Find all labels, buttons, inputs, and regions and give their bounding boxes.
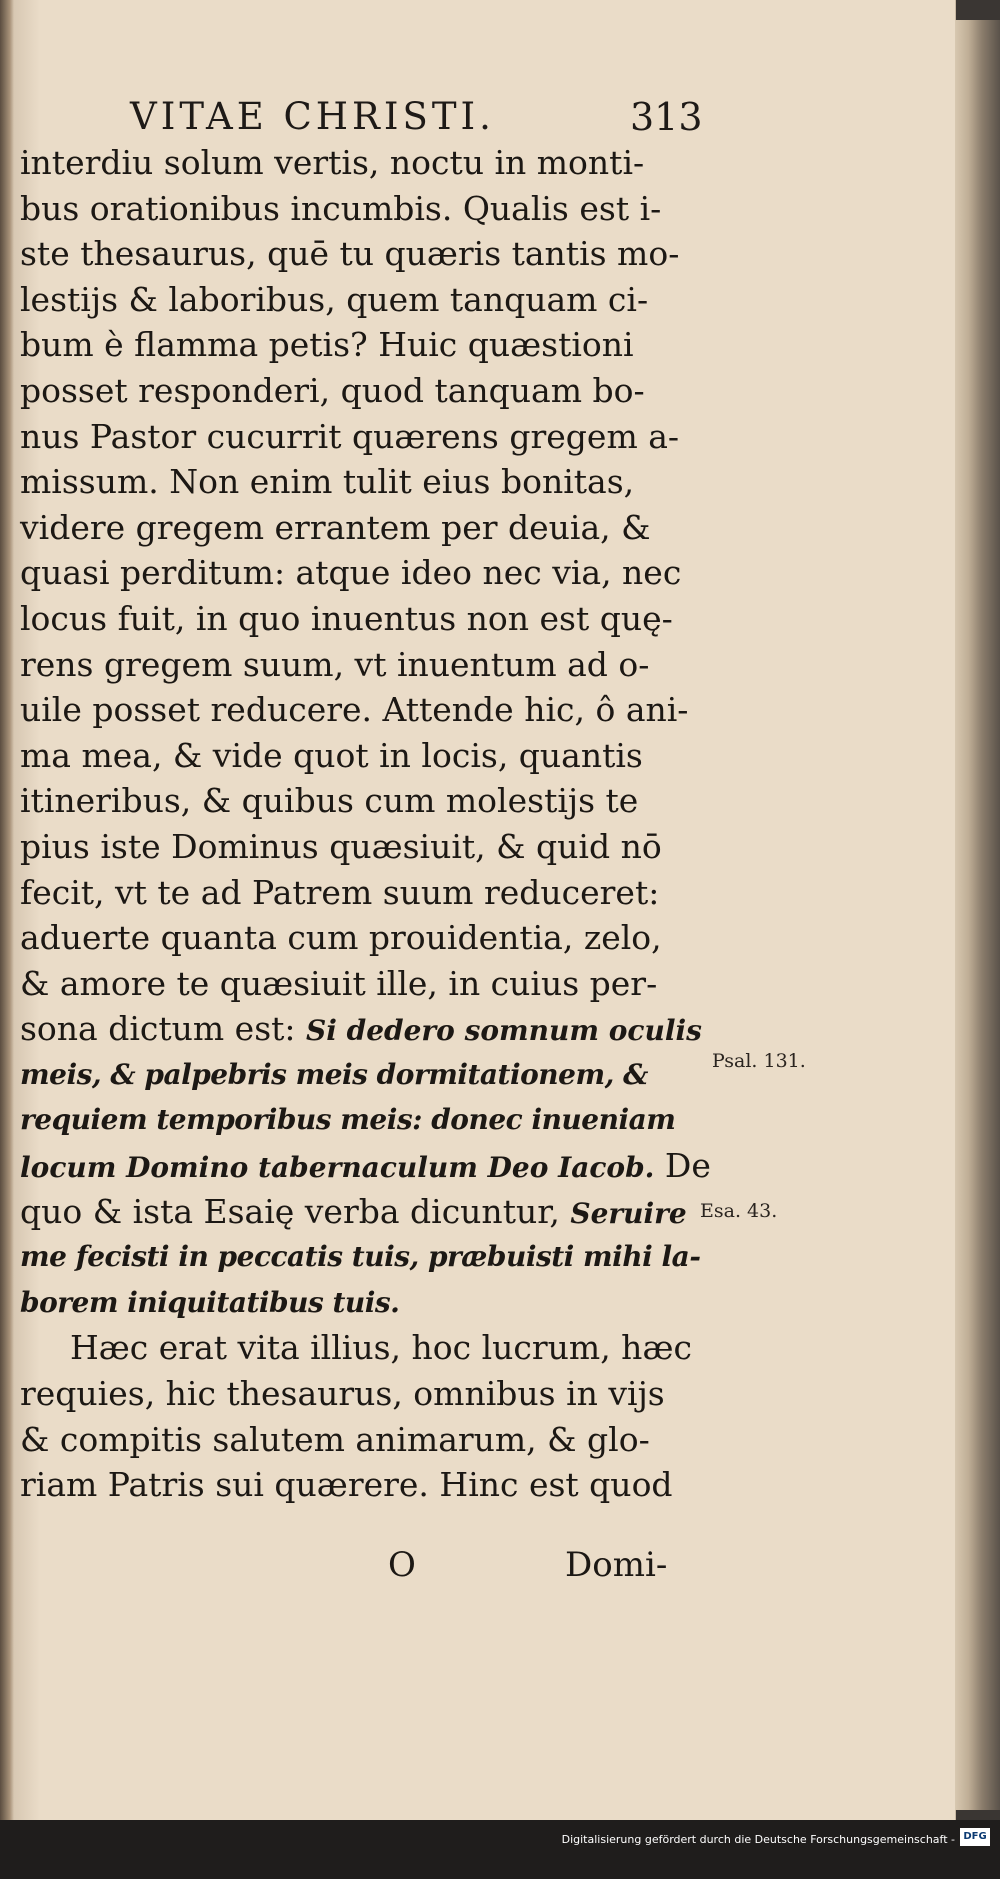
text-line: posset responderi, quod tanquam bo- <box>20 370 645 410</box>
text-line: requies, hic thesaurus, omnibus in vijs <box>20 1374 665 1414</box>
italic-quote: locum Domino tabernaculum Deo Iacob. <box>20 1151 655 1185</box>
italic-line: meis, & palpebris meis dormitationem, & <box>20 1057 648 1091</box>
dfg-logo-icon: DFG <box>960 1828 990 1846</box>
running-header <box>130 95 703 139</box>
text-line: bum è flamma petis? Huic quæstioni <box>20 325 634 365</box>
text-line: bus orationibus incumbis. Qualis est i- <box>20 188 662 228</box>
text-line: ma mea, & vide quot in locis, quantis <box>20 735 643 775</box>
viewer-footer <box>0 1820 1000 1879</box>
text-line <box>20 1189 700 1235</box>
italic-line: requiem temporibus meis: donec inueniam <box>20 1103 676 1137</box>
text-line: pius iste Dominus quæsiuit, & quid nō <box>20 826 662 866</box>
text-line: uile posset reducere. Attende hic, ô ani- <box>20 690 689 730</box>
text-line: & compitis salutem animarum, & glo- <box>20 1419 650 1459</box>
signature-mark: O <box>388 1545 416 1585</box>
italic-line: me fecisti in peccatis tuis, præbuisti mihi la- <box>20 1240 701 1274</box>
text-line: Hæc erat vita illius, hoc lucrum, hæc <box>70 1328 692 1368</box>
text-line: videre gregem errantem per deuia, & <box>20 507 651 547</box>
text-line: locus fuit, in quo inuentus non est quę- <box>20 598 673 638</box>
text-line: ste thesaurus, quē tu quæris tantis mo- <box>20 234 680 274</box>
page-edges <box>955 20 1000 1810</box>
italic-quote: Si dedero somnum oculis <box>306 1014 702 1048</box>
page-number: 313 <box>630 95 703 139</box>
text-line: interdiu solum vertis, noctu in monti- <box>20 143 645 182</box>
margin-note-esaias: Esa. 43. <box>700 1200 778 1222</box>
text-line: fecit, vt te ad Patrem suum reduceret: <box>20 872 660 912</box>
catchword: Domi- <box>565 1545 668 1585</box>
text-line <box>20 1143 711 1189</box>
text-line: aduerte quanta cum prouidentia, zelo, <box>20 918 662 958</box>
text-line: riam Patris sui quærere. Hinc est quod <box>20 1465 673 1505</box>
text-line: lestijs & laboribus, quem tanquam ci- <box>20 279 649 319</box>
text-line: rens gregem suum, vt inuentum ad o- <box>20 644 650 684</box>
text-line: quasi perditum: atque ideo nec via, nec <box>20 553 682 593</box>
text-line: nus Pastor cucurrit quærens gregem a- <box>20 416 680 456</box>
italic-line: borem iniquitatibus tuis. <box>20 1285 400 1319</box>
main-text <box>20 140 711 1508</box>
margin-note-psalm: Psal. 131. <box>712 1050 806 1072</box>
text-line <box>20 1006 700 1052</box>
text-segment: quo & ista Esaię verba dicuntur, <box>20 1191 560 1231</box>
running-head: VITAE CHRISTI. <box>130 95 495 138</box>
text-segment: sona dictum est: <box>20 1009 296 1049</box>
text-line: & amore te quæsiuit ille, in cuius per- <box>20 963 658 1003</box>
funding-credit: Digitalisierung gefördert durch die Deutsche Forschungsgemeinschaft - <box>561 1833 955 1846</box>
text-line: itineribus, & quibus cum molestijs te <box>20 781 639 821</box>
text-segment: De <box>664 1146 711 1186</box>
italic-quote: Seruire <box>570 1196 687 1230</box>
gutter-shadow <box>0 0 14 1820</box>
text-line: missum. Non enim tulit eius bonitas, <box>20 462 635 502</box>
